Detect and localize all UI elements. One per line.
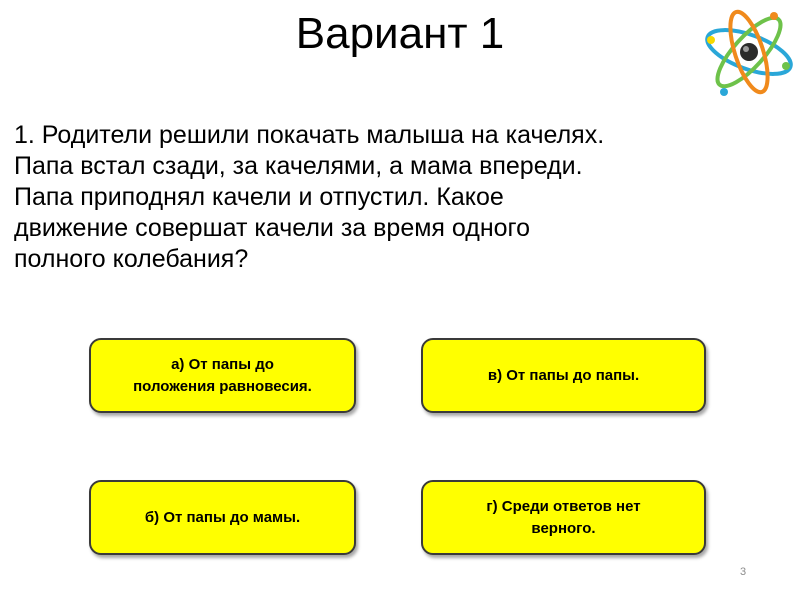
question-line: движение совершат качели за время одного <box>14 214 531 242</box>
answer-v-line: в) От папы до папы. <box>487 366 640 384</box>
answer-a-line: а) От папы до <box>171 355 274 373</box>
answer-a-line: положения равновесия. <box>133 377 312 395</box>
question-line: 1. Родители решили покачать малыша на качелях. <box>14 121 605 149</box>
answer-b-label <box>145 507 300 529</box>
answer-b-line: б) От папы до мамы. <box>144 508 301 526</box>
answer-a-label <box>133 354 312 398</box>
page-number: 3 <box>740 566 747 578</box>
question-line: Папа приподнял качели и отпустил. Какое <box>14 183 504 211</box>
question-text <box>14 120 784 275</box>
answer-g-line: верного. <box>531 519 596 537</box>
answer-g-line: г) Среди ответов нет <box>486 497 641 515</box>
answer-g-label <box>486 496 640 540</box>
answer-v-button[interactable] <box>421 338 706 413</box>
answer-v-label <box>488 365 639 387</box>
answer-g-button[interactable] <box>421 480 706 555</box>
question-line: полного колебания? <box>14 245 249 273</box>
answer-a-button[interactable] <box>89 338 356 413</box>
answer-b-button[interactable] <box>89 480 356 555</box>
slide-title: Вариант 1 <box>295 9 505 58</box>
atom-icon <box>700 2 798 98</box>
question-line: Папа встал сзади, за качелями, а мама впереди. <box>14 152 583 180</box>
